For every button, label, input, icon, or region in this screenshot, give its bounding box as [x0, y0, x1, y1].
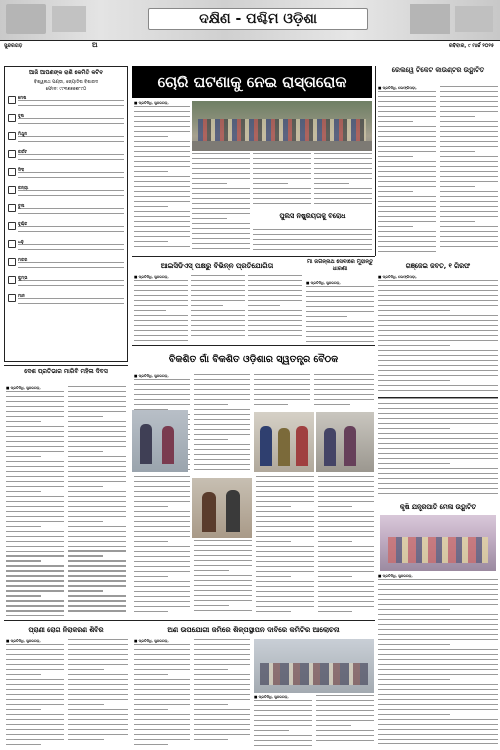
zodiac-sign-name: ମକର [18, 256, 28, 262]
vikasit-col-5 [134, 476, 190, 618]
horoscope-entry [8, 185, 124, 200]
committee-location: ■ ପ୍ରତିନିଧି, ସୁନ୍ଦରଗଡ଼, [134, 639, 169, 643]
ganja-location: ■ ପ୍ରତିନିଧି, ଲେଫ୍ରିପଡ଼ା, [378, 275, 417, 279]
icds-location: ■ ପ୍ରତିନିଧି, ସୁନ୍ଦରଗଡ଼, [134, 275, 169, 279]
ganja-col [378, 275, 498, 395]
main-subhead: ପୁଲିସ ନିଷ୍କ୍ରିୟତାକୁ ବିରୋଧ [279, 213, 346, 220]
committee-col-3 [254, 695, 312, 747]
committee-col-4 [316, 695, 374, 747]
ganja-col-2 [378, 398, 498, 498]
text-lines [18, 244, 124, 250]
horoscope-entry [8, 131, 124, 146]
main-story-col-4 [314, 153, 372, 211]
main-story-col-1 [134, 101, 190, 251]
zodiac-sign-name: କର୍କଟ [18, 148, 28, 154]
icds-col-3 [248, 275, 302, 343]
zodiac-sign-name: ସିଂହ [18, 166, 25, 172]
award-photo-4 [316, 412, 374, 472]
divider [132, 345, 375, 346]
horoscope-entry [8, 113, 124, 128]
horoscope-title: ଆଜି ଆପଣଙ୍କ ରାଶି କେମିତି କଟିବ [29, 70, 103, 76]
text-lines [18, 280, 124, 286]
icds-col-2 [191, 275, 245, 343]
zodiac-icon [8, 204, 16, 212]
zodiac-sign-name: ବୃଷ [18, 112, 24, 118]
text-lines [18, 226, 124, 232]
protest-photo [192, 101, 372, 151]
main-story-location: ■ ପ୍ରତିନିଧି, ସୁନ୍ଦରଗଡ଼, [134, 101, 169, 105]
ganja-headline: ଗଞ୍ଜେଇ ଜବତ, ୧ ଗିରଫ [378, 259, 498, 273]
horoscope-byline: ବିଶ୍ୱନାଥ ପଣ୍ଡା, ଜ୍ୟୋତିଷ ବିଶାରଦ [33, 80, 99, 85]
horoscope-entry [8, 275, 124, 290]
railway-story-col-1 [378, 86, 436, 254]
zodiac-sign-name: ବୃଶ୍ଚିକ [18, 220, 28, 226]
masthead-photo-right-2 [455, 6, 493, 32]
divider [4, 365, 128, 366]
railway-story-head: ରେଲୱେ ଟିକେଟ କାଉଣ୍ଟର ଉଦ୍ଘାଟିତ [391, 66, 485, 74]
horoscope-list [5, 95, 127, 308]
krishi-location: ■ ପ୍ରତିନିଧି, ସୁନ୍ଦରଗଡ଼, [378, 574, 413, 578]
text-lines [18, 262, 124, 268]
committee-col-2 [194, 639, 250, 747]
women-day-location: ■ ପ୍ରତିନିଧି, ସୁନ୍ଦରଗଡ଼, [6, 386, 41, 390]
zodiac-icon [8, 240, 16, 248]
text-lines [18, 154, 124, 160]
vikasit-col-7 [256, 476, 314, 618]
text-lines [18, 118, 124, 124]
icds-headline: ଆଇସିଡିଏସ୍ ପକ୍ଷରୁ ବିଭିନ୍ନ ପ୍ରତିଯୋଗିତା [160, 262, 274, 270]
women-day-col-1 [6, 386, 64, 616]
divider [132, 256, 375, 257]
horoscope-entry [8, 149, 124, 164]
zodiac-icon [8, 294, 16, 302]
award-photo-1 [132, 410, 188, 472]
road [192, 141, 372, 151]
women-day-headline: ଦେଶ ପ୍ରତିଭାର ମାରିବି ମହିଳା ଦିବସ [24, 368, 108, 375]
jagannath-headline: ମା ଜଗନ୍ନାଥ ସେବାରେ ମୁହାନ୍ତୁ ଧାରଣା [306, 259, 374, 272]
vikasit-headline: ବିକଶିତ ଗାଁ ବିକଶିତ ଓଡ଼ିଶାର ସ୍ୱତନ୍ତ୍ର ବୈଠକ [168, 354, 339, 365]
main-story-col-5 [253, 229, 372, 254]
issue-date: ରବିବାର, ୯ ମାର୍ଚ୍ଚ ୨୦୨୫ [448, 43, 494, 49]
zodiac-icon [8, 168, 16, 176]
zodiac-sign-name: କନ୍ୟା [18, 184, 29, 190]
horoscope-entry [8, 239, 124, 254]
main-story-col-2 [192, 153, 250, 253]
horoscope-phone: ଫୋନ: ୯୯୩୭୭୭୭୮୯୦ [45, 87, 87, 92]
horoscope-entry [8, 293, 124, 308]
masthead-photo-right [410, 4, 450, 34]
vikasit-location: ■ ପ୍ରତିନିଧି, ସୁନ୍ଦରଗଡ଼, [134, 374, 169, 378]
horoscope-box [4, 66, 128, 362]
masthead [0, 0, 500, 52]
vikasit-col-4 [314, 374, 374, 410]
page-number: ଅ [92, 41, 98, 49]
text-lines [18, 100, 124, 106]
animal-camp-col-1 [6, 639, 64, 747]
horoscope-entry [8, 203, 124, 218]
zodiac-icon [8, 96, 16, 104]
zodiac-sign-name: ମିଥୁନ [18, 130, 28, 136]
zodiac-icon [8, 186, 16, 194]
main-story-col-3 [253, 153, 311, 211]
railway-story-col-2 [440, 86, 498, 254]
zodiac-sign-name: ମେଷ [18, 95, 27, 100]
section-label: ସୁନ୍ଦରଗଡ଼ [4, 43, 23, 49]
zodiac-icon [8, 114, 16, 122]
masthead-bottom-rule [0, 40, 500, 52]
divider [4, 620, 375, 621]
horoscope-entry [8, 257, 124, 272]
masthead-title: ଦକ୍ଷିଣ - ପଶ୍ଚିମ ଓଡ଼ିଶା [148, 8, 368, 30]
animal-camp-headline: ପ୍ରାଣୀ ରୋଗ ନିରାକରଣ ଶିବିର [28, 626, 104, 634]
crowd [198, 119, 366, 141]
women-day-col-2 [68, 386, 126, 616]
icds-col-1 [134, 275, 188, 343]
text-lines [18, 298, 124, 304]
masthead-photo-left-2 [52, 6, 86, 32]
zodiac-icon [8, 276, 16, 284]
award-photo-2 [192, 478, 252, 538]
committee-headline: ଅଣ ଉପଯୋଗୀ ଜମିରେ ଶିଳ୍ପସ୍ଥାପନ ଦାବିରେ କମିଟିର ଆଲୋଚନା [167, 626, 340, 634]
text-lines [18, 172, 124, 178]
horoscope-entry [8, 221, 124, 236]
committee-location-2: ■ ପ୍ରତିନିଧି, ସୁନ୍ଦରଗଡ଼, [254, 695, 289, 699]
zodiac-icon [8, 150, 16, 158]
krishi-col [378, 574, 498, 744]
krishi-photo [380, 515, 496, 571]
masthead-photo-left [6, 4, 46, 34]
vikasit-col-3 [254, 374, 310, 410]
krishi-headline: କୃଷି ଯନ୍ତ୍ରପାତି ମେଳା ଉଦ୍ଘାଟିତ [399, 503, 477, 511]
award-photo-3 [254, 412, 314, 472]
committee-col-1 [134, 639, 190, 747]
zodiac-icon [8, 222, 16, 230]
text-lines [134, 106, 190, 251]
jagannath-location: ■ ପ୍ରତିନିଧି, ସୁନ୍ଦରଗଡ଼, [306, 281, 341, 285]
text-lines [18, 208, 124, 214]
vikasit-col-2 [194, 374, 250, 474]
railway-story-location: ■ ପ୍ରତିନିଧି, ଲେଫ୍ରିପଡ଼ା, [378, 86, 417, 90]
committee-photo [254, 639, 374, 693]
zodiac-sign-name: ମୀନ [18, 292, 25, 298]
text-lines [18, 190, 124, 196]
text-lines [18, 136, 124, 142]
vikasit-col-8 [318, 476, 374, 618]
zodiac-sign-name: ତୁଳା [18, 202, 25, 208]
main-headline: ଚୋରି ଘଟଣାକୁ ନେଇ ରାସ୍ତାରୋକ [132, 66, 372, 98]
vikasit-col-6 [194, 540, 252, 618]
divider [375, 66, 376, 256]
zodiac-icon [8, 258, 16, 266]
animal-camp-col-2 [68, 639, 128, 747]
zodiac-sign-name: କୁମ୍ଭ [18, 274, 28, 280]
zodiac-sign-name: ଧନୁ [18, 238, 24, 244]
horoscope-entry [8, 167, 124, 182]
horoscope-entry [8, 95, 124, 110]
jagannath-col [306, 281, 374, 343]
zodiac-icon [8, 132, 16, 140]
animal-camp-location: ■ ପ୍ରତିନିଧି, ସୁନ୍ଦରଗଡ଼, [6, 639, 41, 643]
